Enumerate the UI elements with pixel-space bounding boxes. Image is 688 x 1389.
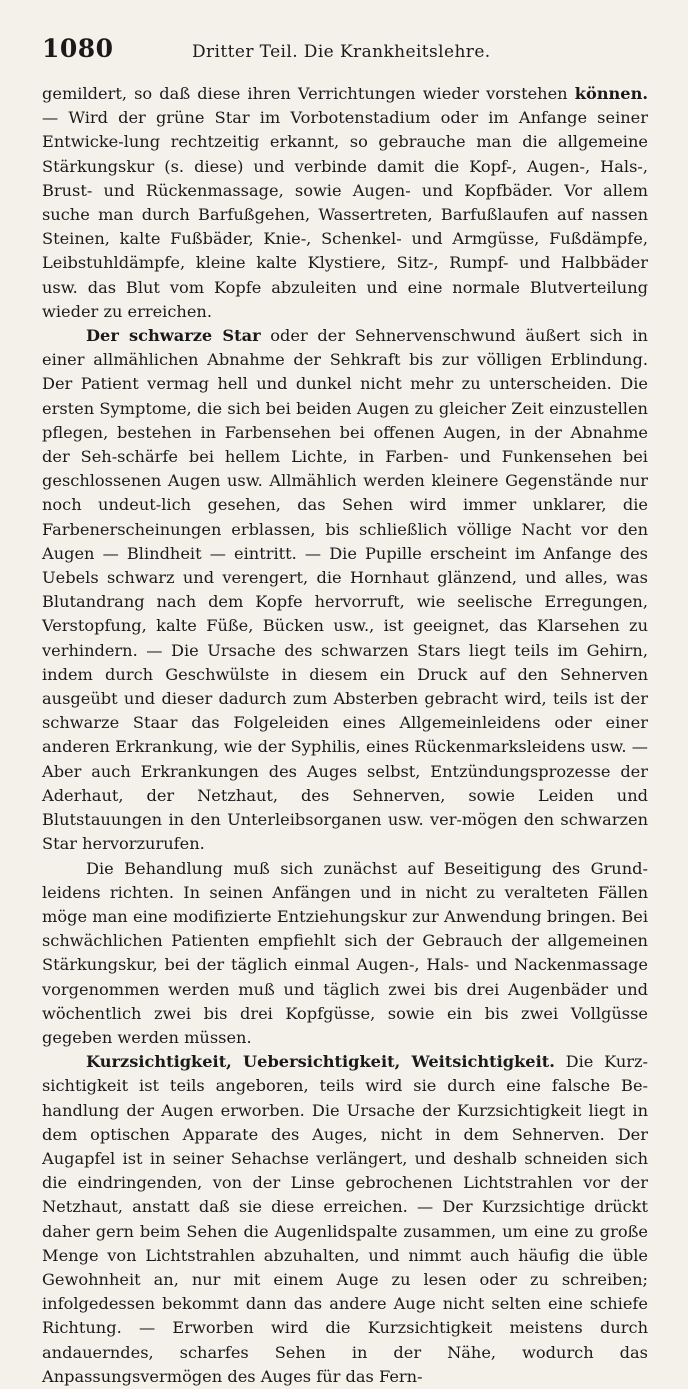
page-header [42, 34, 648, 76]
text-run: Die Behandlung muß sich zunächst auf Beseitigung des Grund-leidens richten. In seinen Anfängen und in nicht zu veralteten Fällen möge man eine modifizierte Entziehungskur zur Anwendung bringen. Bei schwächlichen Patienten empfiehlt sich der Gebrauch der allgemeinen Stärkungskur, bei der täglich einmal Augen-, Hals- und Nackenmassage vorgenommen werden muß und täglich zwei bis drei Augenbäder und wöchentlich zwei bis drei Kopfgüsse, sowie ein bis zwei Vollgüsse gegeben werden müssen. [42, 858, 648, 1047]
running-head: Dritter Teil. Die Krankheitslehre. [192, 42, 491, 62]
page-number: 1080 [42, 34, 114, 63]
bold-run: können. [574, 84, 648, 103]
text-run: oder der Sehnervenschwund äußert sich in einer allmählichen Abnahme der Sehkraft bis zur völligen Erblindung. Der Patient vermag hell und dunkel nicht mehr zu unterscheiden. Die ersten Symptome, die sich bei beiden Augen zu gleicher Zeit einzustellen pflegen, bestehen in Farbensehen bei offenen Augen, in der Abnahme der Seh-schärfe bei hellem Lichte, in Farben- und Funkensehen bei geschlossenen Augen usw. Allmählich werden kleinere Gegenstände nur noch undeut-lich gesehen, das Sehen wird immer unklarer, die Farbenerscheinungen erblassen, bis schließlich völlige Nacht vor den Augen — Blindheit — eintritt. — Die Pupille erscheint im Anfange des Uebels schwarz und verengert, die Hornhaut glänzend, und alles, was Blutandrang nach dem Kopfe hervorruft, wie seelische Erregungen, Verstopfung, kalte Füße, Bücken usw., ist geeignet, das Klarsehen zu verhindern. — Die Ursache des schwarzen Stars liegt teils im Gehirn, indem durch Geschwülste in diesem ein Druck auf den Sehnerven ausgeübt und dieser dadurch zum Absterben gebracht wird, teils ist der schwarze Staar das Folgeleiden eines Allgemeinleidens oder einer anderen Erkrankung, wie der Syphilis, eines Rückenmarksleidens usw. — Aber auch Erkrankungen des Auges selbst, Entzündungsprozesse der Aderhaut, der Netzhaut, des Sehnerven, sowie Leiden und Blutstauungen in den Unterleibsorganen usw. ver-mögen den schwarzen Star hervorzurufen. [42, 326, 648, 854]
text-run: Die Kurz-sichtigkeit ist teils angeboren, teils wird sie durch eine falsche Be-handlung der Augen erworben. Die Ursache der Kurzsichtigkeit liegt in dem optischen Apparate des Auges, nicht in dem Sehnerven. Der Augapfel ist in seiner Sehachse verlängert, und deshalb schneiden sich die eindringenden, von der Linse gebrochenen Lichtstrahlen vor der Netzhaut, anstatt daß sie diese erreichen. — Der Kurzsichtige drückt daher gern beim Sehen die Augenlidspalte zusammen, um eine zu große Menge von Lichtstrahlen abzuhalten, und nimmt auch häufig die üble Gewohnheit an, nur mit einem Auge zu lesen oder zu schreiben; infolgedessen bekommt dann das andere Auge nicht selten eine schiefe Richtung. — Erworben wird die Kurzsichtigkeit meistens durch andauerndes, scharfes Sehen in der Nähe, wodurch das Anpassungsvermögen des Auges für das Fern- [42, 1052, 648, 1386]
paragraph [42, 82, 648, 324]
bold-run: Der schwarze Star [86, 326, 261, 346]
text-run: gemildert, so daß diese ihren Verrichtungen wieder vorstehen [42, 84, 575, 103]
paragraph [42, 1050, 648, 1389]
text-run: — Wird der grüne Star im Vorbotenstadium oder im Anfange seiner Entwicke-lung rechtzeitig erkannt, so gebrauche man die allgemeine Stärkungskur (s. diese) und verbinde damit die Kopf-, Augen-, Hals-, Brust- und Rückenmassage, sowie Augen- und Kopfbäder. Vor allem suche man durch Barfußgehen, Wassertreten, Barfußlaufen auf nassen Steinen, kalte Fußbäder, Knie-, Schenkel- und Armgüsse, Fußdämpfe, Leibstuhldämpfe, kleine kalte Klystiere, Sitz-, Rumpf- und Halbbäder usw. das Blut vom Kopfe abzuleiten und eine normale Blutverteilung wieder zu erreichen. [42, 108, 648, 321]
body-text [42, 82, 648, 1389]
paragraph [42, 324, 648, 856]
paragraph [42, 857, 648, 1051]
bold-run: Kurzsichtigkeit, Uebersichtigkeit, Weitsichtigkeit. [86, 1052, 555, 1072]
